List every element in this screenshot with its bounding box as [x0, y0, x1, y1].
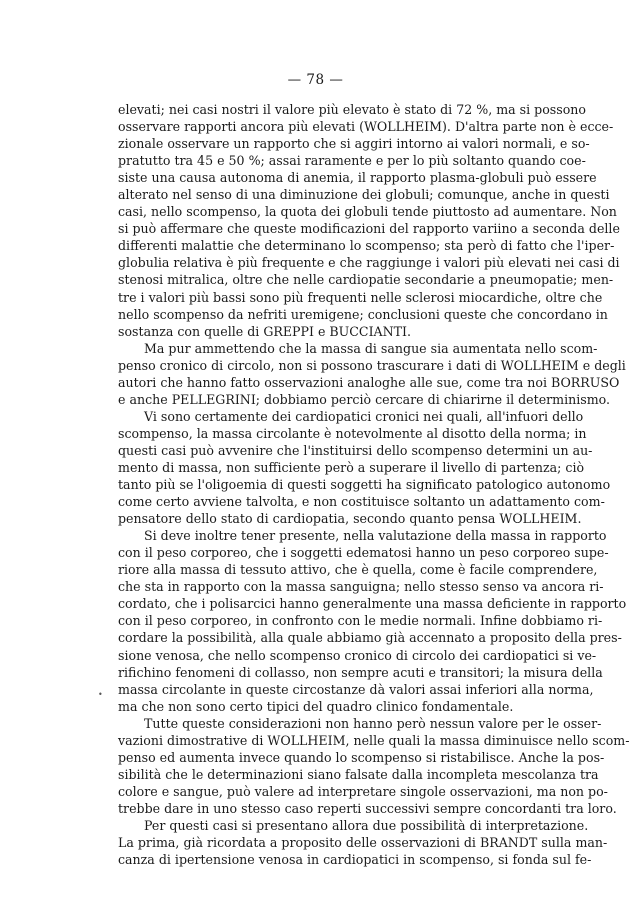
text-line: canza di ipertensione venosa in cardiopatici in scompenso, si fonda sul fe-	[118, 852, 592, 868]
text-line: mento di massa, non sufficiente però a superare il livello di partenza; ciò	[118, 459, 585, 475]
text-line: stenosi mitralica, oltre che nelle cardiopatie secondarie a pneumopatie; men-	[118, 272, 614, 288]
text-line: riore alla massa di tessuto attivo, che è quella, come è facile comprendere,	[118, 562, 598, 578]
text-line: penso ed aumenta invece quando lo scompenso si ristabilisce. Anche la pos-	[118, 749, 605, 765]
text-line: elevati; nei casi nostri il valore più elevato è stato di 72 %, ma si possono	[118, 102, 587, 117]
text-line: osservare rapporti ancora più elevati (WOLLHEIM). D'altra parte non è ecce-	[118, 119, 614, 135]
text-line: alterato nel senso di una diminuzione dei globuli; comunque, anche in questi	[118, 187, 610, 203]
text-line: pratutto tra 45 e 50 %; assai raramente e per lo più soltanto quando coe-	[118, 153, 586, 169]
text-line: sione venosa, che nello scompenso cronico di circolo dei cardiopatici si ve-	[118, 647, 597, 663]
text-line: globulia relativa è più frequente e che raggiunge i valori più elevati nei casi di	[118, 255, 620, 271]
body-text	[118, 101, 630, 868]
text-line: come certo avviene talvolta, e non costituisce soltanto un adattamento com-	[118, 494, 605, 510]
text-line: pensatore dello stato di cardiopatia, secondo quanto pensa WOLLHEIM.	[118, 511, 582, 527]
text-line: differenti malattie che determinano lo scompenso; sta però di fatto che l'iper-	[118, 238, 615, 254]
text-line: questi casi può avvenire che l'instituirsi dello scompenso determini un au-	[118, 442, 593, 458]
text-line: vazioni dimostrative di WOLLHEIM, nelle quali la massa diminuisce nello scom-	[118, 732, 630, 748]
text-line: ma che non sono certo tipici del quadro clinico fondamentale.	[118, 698, 514, 714]
text-line: e anche PELLEGRINI; dobbiamo perciò cercare di chiarirne il determinismo.	[118, 391, 611, 407]
text-line: zionale osservare un rapporto che si aggiri intorno ai valori normali, e so-	[118, 136, 590, 152]
text-line: che sta in rapporto con la massa sanguigna; nello stesso senso va ancora ri-	[118, 579, 604, 595]
text-line: sostanza con quelle di GREPPI e BUCCIANTI.	[118, 323, 412, 339]
text-line: con il peso corporeo, che i soggetti edematosi hanno un peso corporeo supe-	[118, 545, 609, 561]
text-line: Ma pur ammettendo che la massa di sangue sia aumentata nello scom-	[144, 340, 598, 356]
text-line: nello scompenso da nefriti uremigene; conclusioni queste che concordano in	[118, 306, 608, 322]
text-line: La prima, già ricordata a proposito delle osservazioni di BRANDT sulla man-	[118, 835, 608, 851]
text-line: Vi sono certamente dei cardiopatici cronici nei quali, all'infuori dello	[144, 408, 584, 424]
text-line: massa circolante in queste circostanze dà valori assai inferiori alla norma,	[118, 681, 594, 697]
text-line: casi, nello scompenso, la quota dei globuli tende piuttosto ad aumentare. Non	[118, 204, 617, 220]
text-line: Si deve inoltre tener presente, nella valutazione della massa in rapporto	[144, 528, 607, 544]
page-number: — 78 —	[287, 72, 344, 88]
text-line: cordato, che i polisarcici hanno generalmente una massa deficiente in rapporto	[118, 596, 627, 612]
text-line: cordare la possibilità, alla quale abbiamo già accennato a proposito della pres-	[118, 630, 622, 646]
text-line: con il peso corporeo, in confronto con le medie normali. Infine dobbiamo ri-	[118, 613, 603, 629]
text-line: colore e sangue, può valere ad interpretare singole osservazioni, ma non po-	[118, 783, 608, 799]
text-line: Tutte queste considerazioni non hanno però nessun valore per le osser-	[144, 715, 602, 731]
text-line: tre i valori più bassi sono più frequenti nelle sclerosi miocardiche, oltre che	[118, 289, 603, 305]
text-line: scompenso, la massa circolante è notevolmente al disotto della norma; in	[118, 425, 587, 441]
text-line: Per questi casi si presentano allora due possibilità di interpretazione.	[144, 817, 589, 833]
margin-mark: •	[98, 690, 103, 699]
text-line: autori che hanno fatto osservazioni analoghe alle sue, come tra noi BORRUSO	[118, 374, 620, 390]
text-line: sibilità che le determinazioni siano falsate dalla incompleta mescolanza tra	[118, 766, 599, 782]
text-line: siste una causa autonoma di anemia, il rapporto plasma-globuli può essere	[118, 170, 597, 186]
text-line: penso cronico di circolo, non si possono trascurare i dati di WOLLHEIM e degli	[118, 357, 626, 373]
text-line: trebbe dare in uno stesso caso reperti successivi sempre concordanti tra loro.	[118, 800, 617, 816]
text-line: si può affermare che queste modificazioni del rapporto variino a seconda delle	[118, 221, 620, 237]
text-line: tanto più se l'oligoemia di questi soggetti ha significato patologico autonomo	[118, 477, 611, 493]
text-line: rifichino fenomeni di collasso, non sempre acuti e transitori; la misura della	[118, 664, 603, 680]
